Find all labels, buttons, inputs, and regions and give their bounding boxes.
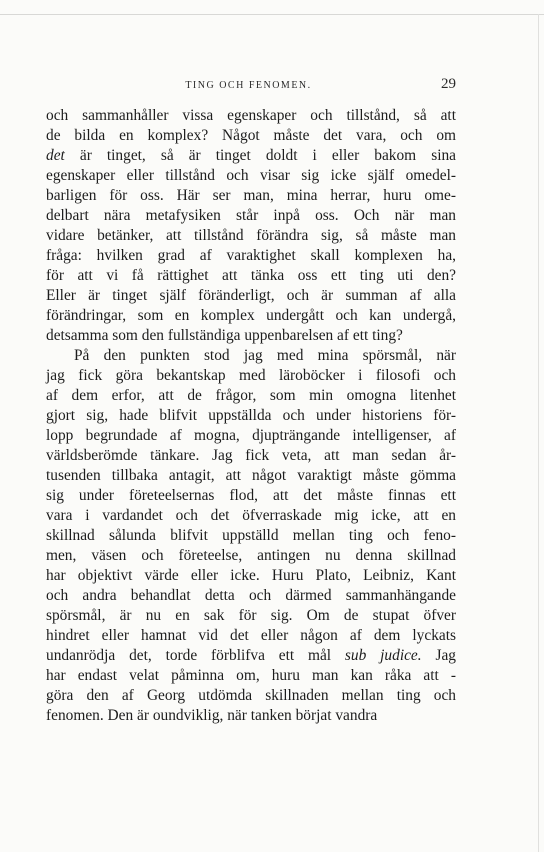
text-line-14: jag fick göra bekantskap med läroböcker i filosofi och <box>46 367 456 384</box>
text-line-30: göra den af Georg utdömda skillnaden mellan ting och <box>46 687 456 704</box>
top-edge-rule <box>0 14 544 15</box>
text-line-9: för att vi få rättighet att tänka oss ett ting uti den? <box>46 267 456 284</box>
text-line-25: och andra behandlat detta och därmed sammanhängande <box>46 587 456 604</box>
running-head <box>46 76 456 93</box>
text-line-23: men, väsen och företeelse, antingen nu denna skillnad <box>46 547 456 564</box>
running-title: TING OCH FENOMEN. <box>185 80 312 91</box>
text-line-20: sig under företeelsernas flod, att det måste finnas ett <box>46 487 456 504</box>
text-line-21: vara i vardandet och det öfverraskade mig icke, att en <box>46 507 456 524</box>
body-text <box>46 106 456 726</box>
text-line-19: tusenden tillbaka antagit, att något varaktigt måste gömma <box>46 467 456 484</box>
text-line-8: fråga: hvilken grad af varaktighet skall komplexen ha, <box>46 247 456 264</box>
text-line-27: hindret eller hamnat vid det eller någon af dem lyckats <box>46 627 456 644</box>
text-line-12: detsamma som den fullständiga uppenbarelsen af ett ting? <box>46 327 403 344</box>
text-line-3-rest: är tinget, så är tinget doldt i eller bakom sina <box>64 147 456 164</box>
text-line-2: de bilda en komplex? Något måste det vara, och om <box>46 127 456 144</box>
text-line-4: egenskaper eller tillstånd och visar sig icke själf omedel- <box>46 167 456 184</box>
text-line-10: Eller är tinget själf föränderligt, och är summan af alla <box>46 287 456 304</box>
text-line-5: barligen för oss. Här ser man, mina herrar, huru ome- <box>46 187 456 204</box>
text-line-26: spörsmål, är nu en sak för sig. Om de stupat öfver <box>46 607 456 624</box>
italic-word-det: det <box>46 147 65 164</box>
text-line-11: förändringar, som en komplex undergått och kan undergå, <box>46 307 456 324</box>
text-line-28 <box>46 646 456 666</box>
text-line-3 <box>46 146 456 166</box>
text-line-15: af dem erfor, att de frågor, som min omogna litenhet <box>46 387 456 404</box>
text-line-16: gjort sig, hade blifvit uppställda och under historiens för- <box>46 407 456 424</box>
right-edge-rule <box>538 14 539 852</box>
text-line-17: lopp begrundade af mogna, djupträngande intelligenser, af <box>46 427 456 444</box>
text-line-18: världsberömde tänkare. Jag fick veta, att man sedan år- <box>46 447 456 464</box>
text-line-24: har objektivt värde eller icke. Huru Plato, Leibniz, Kant <box>46 567 456 584</box>
text-line-31: fenomen. Den är oundviklig, när tanken börjat vandra <box>46 707 378 724</box>
text-line-6: delbart nära metafysiken står inpå oss. Och när man <box>46 207 456 224</box>
text-line-22: skillnad sålunda blifvit uppställd mellan ting och feno- <box>46 527 456 544</box>
text-line-28-start: undanrödja det, torde förblifva ett mål <box>46 647 332 664</box>
text-line-28-tail: Jag <box>435 647 456 664</box>
text-line-13: På den punkten stod jag med mina spörsmål, när <box>74 347 456 364</box>
page-number: 29 <box>441 76 456 92</box>
text-line-7: vidare betänker, att tillstånd förändra sig, så måste man <box>46 227 456 244</box>
italic-sub-judice: sub judice. <box>344 647 422 664</box>
text-line-1: och sammanhåller vissa egenskaper och tillstånd, så att <box>46 107 456 124</box>
text-line-29: har endast velat påminna om, huru man kan råka att - <box>46 667 456 684</box>
